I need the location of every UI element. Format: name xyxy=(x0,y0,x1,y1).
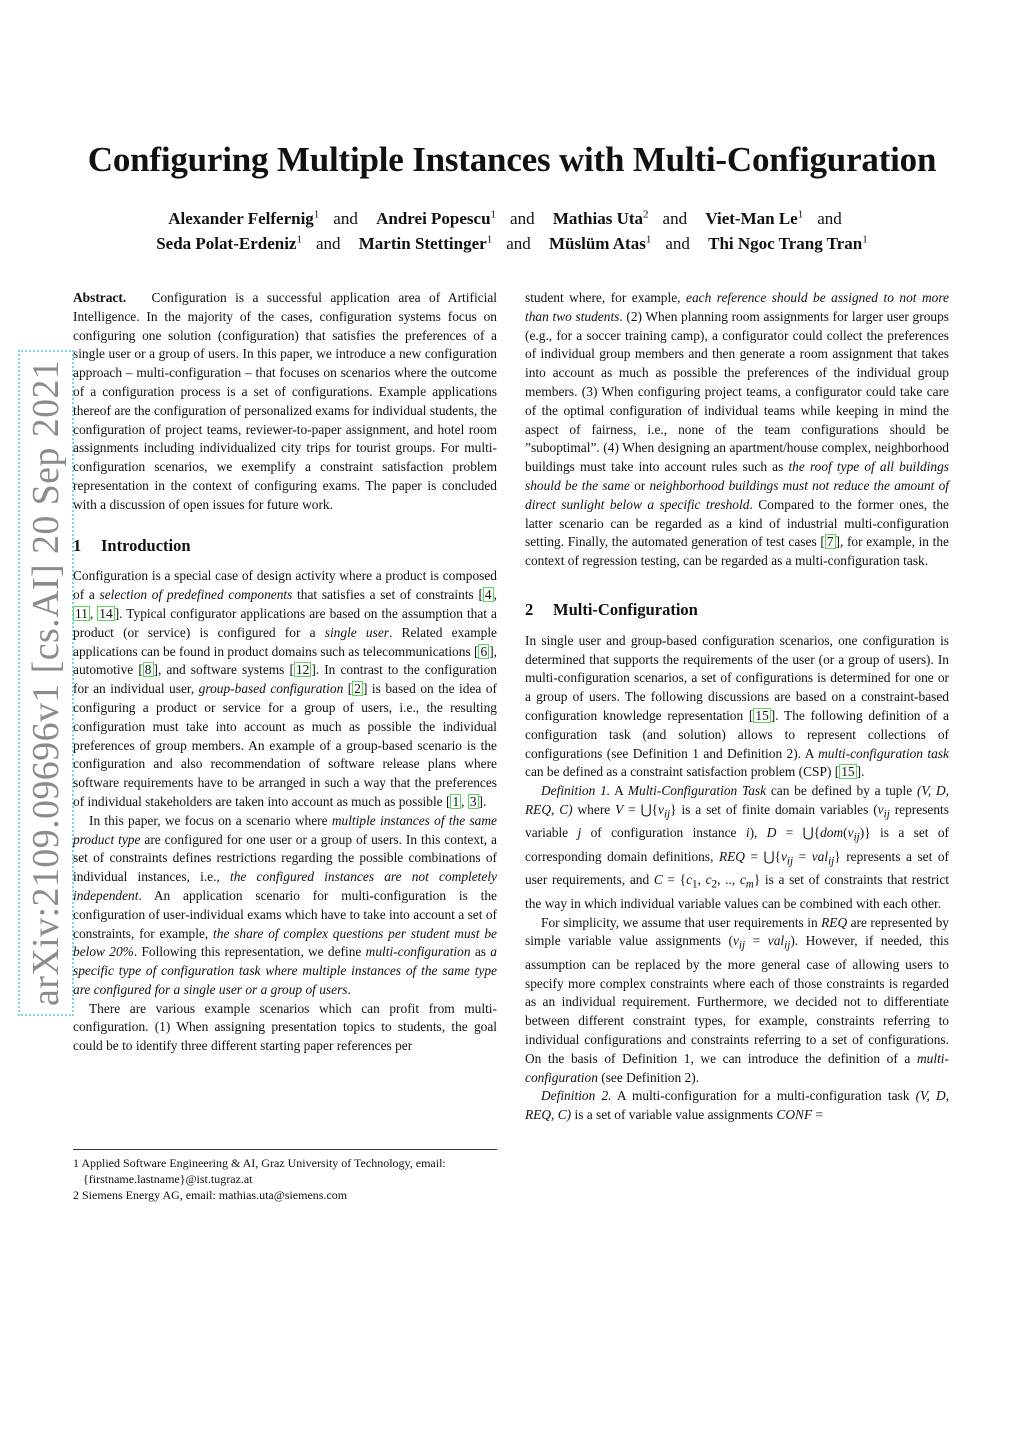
and-word: and xyxy=(662,209,688,228)
author-line-2 xyxy=(0,231,1024,256)
citation-link[interactable]: 7 xyxy=(826,534,834,550)
author-name: Seda Polat-Erdeniz xyxy=(156,234,297,253)
citation-link[interactable]: 6 xyxy=(480,643,488,659)
affiliation-mark: 1 xyxy=(486,233,493,246)
and-word: and xyxy=(510,209,535,228)
affiliation-mark: 1 xyxy=(862,233,868,246)
footnote-1: 1 Applied Software Engineering & AI, Graz University of Technology, email: {firstname.lastname}@ist.tugraz.at xyxy=(73,1156,446,1186)
citation-link[interactable]: 12 xyxy=(295,662,310,678)
intro-paragraph-3: There are various example scenarios which can profit from multi-configuration. (1) When assigning presentation topics to students, the goal could be to identify three different starting paper references per xyxy=(73,1000,497,1054)
citation-link[interactable]: 3 xyxy=(469,793,477,809)
footnote-2: 2 Siemens Energy AG, email: mathias.uta@siemens.com xyxy=(73,1188,348,1202)
and-word: and xyxy=(506,234,531,253)
author-line-1 xyxy=(0,206,1024,231)
intro-paragraph-2: In this paper, we focus on a scenario where multiple instances of the same product type are configured for one user or a group of users. In this context, a set of constraints defines restrictions regarding the possible combinations of individual instances, i.e., the configured instances are not completely independent. An application scenario for multi-configuration is the configuration of user-individual exams which have to take into account a set of constraints, for example, the share of complex questions per student must be below 20%. Following this representation, we define multi-configuration as a specific type of configuration task where multiple instances of the same type are configured for a single user or a group of users. xyxy=(73,812,497,997)
citation-link[interactable]: 15 xyxy=(841,764,855,780)
left-column xyxy=(73,289,497,1056)
and-word: and xyxy=(665,234,690,253)
author-name: Martin Stettinger xyxy=(358,234,487,253)
author-name: Alexander Felfernig xyxy=(168,209,314,228)
citation-link[interactable]: 14 xyxy=(99,605,113,621)
affiliation-mark: 2 xyxy=(643,208,649,221)
affiliation-mark: 1 xyxy=(296,233,302,246)
author-name: Thi Ngoc Trang Tran xyxy=(708,234,863,253)
abstract xyxy=(73,289,497,515)
affiliation-mark: 1 xyxy=(490,208,497,221)
intro-paragraph-1: Configuration is a special case of design activity where a product is composed of a selection of predefined components that satisfies a set of constraints [ 4 , 11 , 14 ]. Typical configurator applications are based on the assumption that a product (or service) is configured for a single user. Related example applications can be found in product domains such as telecommunications [ 6 ], automotive [ 8 ], and software systems [ 12 ]. In contrast to the configuration for an individual user, group-based configuration [ 2 ] is based on the idea of configuring a product or service for a group of users, i.e., the resulting configuration must take into account as much as possible the individual preferences of group members. An example of a group-based scenario is the configuration and also recommendation of software release plans where software requirements have to be arranged in such a way that the preferences of individual stakeholders are taken into account as much as possible [ 1 , 3 ]. xyxy=(73,568,498,809)
abstract-text: Configuration is a successful application area of Artificial Intelligence. In the majority of the cases, configuration systems focus on configuring one solution (configuration) that satisfies the preferences of a single user or a group of users. In this paper, we introduce a new configuration approach – multi-configuration – that focuses on scenarios where the outcome of a configuration process is a set of configurations. Example applications thereof are the configuration of personalized exams for individual students, the configuration of project teams, reviewer-to-paper assignment, and hotel room assignments including individualized city trips for tourist groups. For multi-configuration scenarios, we exemplify a constraint satisfaction problem representation in the context of configuring exams. The paper is concluded with a discussion of open issues for future work. xyxy=(73,290,498,512)
and-word: and xyxy=(817,209,842,228)
citation-link[interactable]: 15 xyxy=(755,707,769,723)
citation-link[interactable]: 11 xyxy=(75,605,88,621)
author-name: Andrei Popescu xyxy=(376,209,491,228)
author-name: Viet-Man Le xyxy=(705,209,798,228)
citation-link[interactable]: 1 xyxy=(452,793,460,809)
and-word: and xyxy=(333,209,358,228)
right-column xyxy=(525,289,949,1125)
author-name: Mathias Uta xyxy=(552,209,644,228)
section-heading-multi-configuration: 2 Multi-Configuration xyxy=(525,599,698,619)
footnotes xyxy=(73,1155,497,1203)
intro-paragraph-3-continued: student where, for example, each reference should be assigned to not more than two students. (2) When planning room assignments for larger user groups (e.g., for a soccer training camp), a configurator could collect the preferences of individual group members and then generate a room assignment that takes into account as much as possible the preferences of the individual group members. (3) When configuring project teams, a configurator could take care of the optimal configuration of individual teams while keeping in mind the aspect of fairness, i.e., none of the team configurations should be ”suboptimal”. (4) When designing an apartment/house complex, neighborhood buildings must take into account rules such as the roof type of all buildings should be the same or neighborhood buildings must not reduce the amount of direct sunlight below a specific treshold. Compared to the former ones, the latter scenario can be regarded as a kind of industrial multi-configuration setting. Finally, the automated generation of test cases [ 7 ], for example, in the context of regression testing, can be regarded as a multi-configuration task. xyxy=(525,290,950,569)
section-heading-introduction: 1 Introduction xyxy=(73,535,191,555)
paper-title: Configuring Multiple Instances with Multi-Configuration xyxy=(87,140,937,179)
citation-link[interactable]: 2 xyxy=(354,681,361,697)
author-name: Müslüm Atas xyxy=(549,234,646,253)
affiliation-mark: 1 xyxy=(313,208,320,221)
citation-link[interactable]: 4 xyxy=(484,587,492,603)
footnote-rule xyxy=(73,1149,497,1150)
arxiv-stamp: arXiv:2109.09696v1 [cs.AI] 20 Sep 2021 xyxy=(18,350,74,1016)
affiliation-mark: 1 xyxy=(645,233,652,246)
affiliation-mark: 1 xyxy=(797,208,804,221)
abstract-label: Abstract. xyxy=(73,290,127,305)
and-word: and xyxy=(315,234,341,253)
definition-2: Definition 2. A multi-configuration for a multi-configuration task (V, D, REQ, C) is a set of variable value assignments CONF = xyxy=(525,1088,949,1123)
citation-link[interactable]: 8 xyxy=(144,662,152,678)
sec2-paragraph-2: For simplicity, we assume that user requirements in REQ are represented by simple variable value assignments $(v_{ij} = val_{ij})$. However, if needed, this assumption can be replaced by the more general case of allowing users to specify more complex constraints where each of those constraints is regarded as an individual requirement. Furthermore, we decided not to differentiate between different constraint types, for example, constraints referring to individual configurations and constraints referring to a set of configurations. On the basis of Definition 1, we can introduce the definition of a multi-configuration (see Definition 2). xyxy=(525,914,949,1085)
author-list xyxy=(0,206,1024,256)
definition-1: Definition 1. A Multi-Configuration Task can be defined by a tuple (V, D, REQ, C) where $V = ⋃\{v_{ij}\}$ is a set of finite domain variables ($v_{ij}$ represents variable j of configuration instance i), $D = ⋃\{dom(v_{ij})\}$ is a set of corresponding domain definitions, REQ = $⋃\{v_{ij} = val_{ij}\}$ represents a set of user requirements, and $C = \{c_1$, $c_2$, .., $c_m$} is a set of constraints that restrict the way in which individual variable values can be combined with each other. xyxy=(525,783,950,911)
sec2-paragraph-1: In single user and group-based configuration scenarios, one configuration is determined that supports the requirements of the user (or a group of users). In multi-configuration scenarios, a set of configurations is determined for one or a group of users. The following discussions are based on a constraint-based configuration knowledge representation [ 15 ]. The following definition of a configuration task (and solution) allows to represent collections of configurations (see Definition 1 and Definition 2). A multi-configuration task can be defined as a constraint satisfaction problem (CSP) [ 15 ]. xyxy=(525,632,949,780)
